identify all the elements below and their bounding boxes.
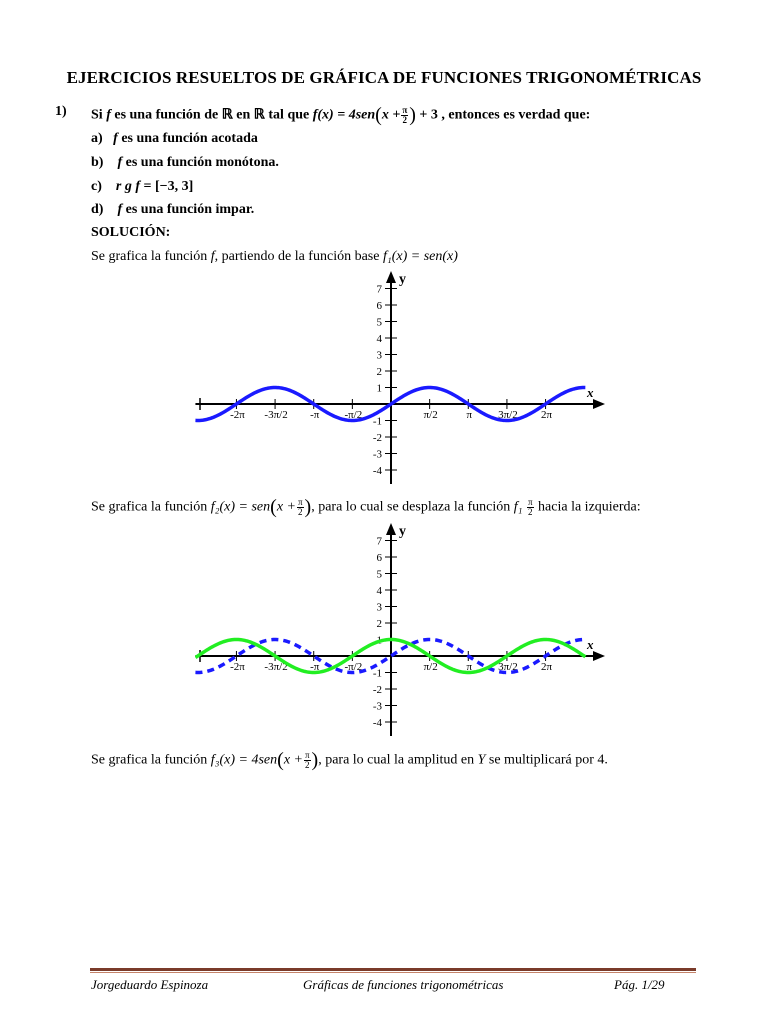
x-tick-label: π [466, 409, 473, 421]
x-tick-label: -π/2 [344, 661, 363, 673]
x-axis-label: x [587, 637, 594, 652]
y-tick-label: 3 [376, 601, 382, 614]
x-tick-label: π/2 [423, 661, 438, 673]
x-tick-label: -π/2 [344, 409, 363, 421]
x-tick-label: 3π/2 [498, 661, 518, 673]
x-axis-arrow [593, 651, 605, 661]
problem-stem: Si f es una función de ℝ en ℝ tal que f(x) = 4sen(x + $\frac{\pi}{2}$ ) + 3 , entonces es verdad que: [91, 104, 591, 126]
x-tick-label: -2π [230, 661, 245, 673]
x-tick-label: π [466, 661, 473, 673]
option-c: c) r g f = [−3, 3] [91, 179, 194, 194]
y-axis-label: y [399, 272, 406, 287]
x-tick-label: 3π/2 [498, 409, 518, 421]
x-tick-label: -3π/2 [264, 661, 288, 673]
y-tick-label: -3 [372, 448, 382, 461]
y-tick-label: 2 [376, 366, 382, 378]
y-tick-label: 1 [376, 634, 382, 647]
y-tick-label: -2 [372, 684, 382, 696]
y-tick-label: 3 [376, 349, 382, 362]
footer-author: Jorgeduardo Espinoza [91, 977, 209, 992]
y-tick-label: -2 [372, 432, 382, 444]
y-tick-label: 5 [376, 568, 382, 581]
y-tick-label: 6 [376, 300, 382, 312]
y-axis-arrow [386, 271, 396, 283]
x-tick-label: π/2 [423, 409, 438, 421]
footer-rule [90, 968, 696, 971]
y-tick-label: 7 [376, 283, 382, 296]
x-tick-label: 2π [541, 661, 553, 673]
graph-sin-shift [195, 520, 615, 740]
y-tick-label: 2 [376, 618, 382, 630]
x-tick-label: -3π/2 [264, 409, 288, 421]
page-title: EJERCICIOS RESUELTOS DE GRÁFICA DE FUNCIONES TRIGONOMÉTRICAS [66, 68, 702, 87]
solution-label: SOLUCIÓN: [91, 225, 171, 240]
x-axis-label: x [587, 385, 594, 400]
y-tick-label: -4 [372, 717, 382, 729]
x-tick-label: 2π [541, 409, 553, 421]
footer-rule-thin [90, 972, 696, 973]
step3-text: Se grafica la función f₃(x) = 4sen(x + $\frac{\pi}{2}$ ), para lo cual la amplitud en Y se multiplicará por 4. [91, 749, 608, 771]
x-tick-label: -π [310, 409, 320, 421]
step2-text: Se grafica la función f₂(x) = sen(x + $\frac{\pi}{2}$ ), para lo cual se desplaza la función f₁ $\frac{\pi}{2}$ hacia la izquierda: [91, 496, 641, 518]
footer-page: Pág. 1/29 [614, 977, 665, 992]
y-tick-label: -1 [372, 667, 382, 680]
y-tick-label: 4 [376, 585, 382, 597]
y-tick-label: 4 [376, 333, 382, 345]
y-tick-label: 1 [376, 382, 382, 395]
y-axis-label: y [399, 524, 406, 539]
graph-sin [195, 268, 615, 488]
y-tick-label: -4 [372, 465, 382, 477]
y-tick-label: -3 [372, 700, 382, 713]
y-axis-arrow [386, 523, 396, 535]
y-tick-label: 7 [376, 535, 382, 548]
y-tick-label: -1 [372, 415, 382, 428]
option-d: d) f es una función impar. [91, 202, 255, 217]
x-tick-label: -2π [230, 409, 245, 421]
option-a: a) f es una función acotada [91, 131, 258, 146]
problem-number: 1) [55, 104, 67, 119]
footer-subject: Gráficas de funciones trigonométricas [303, 977, 504, 992]
y-tick-label: 6 [376, 552, 382, 564]
x-axis-arrow [593, 399, 605, 409]
step1-text: Se grafica la función f, partiendo de la función base f₁(x) = sen(x) [91, 249, 458, 264]
x-tick-label: -π [310, 661, 320, 673]
y-tick-label: 5 [376, 316, 382, 329]
option-b: b) f es una función monótona. [91, 155, 279, 170]
